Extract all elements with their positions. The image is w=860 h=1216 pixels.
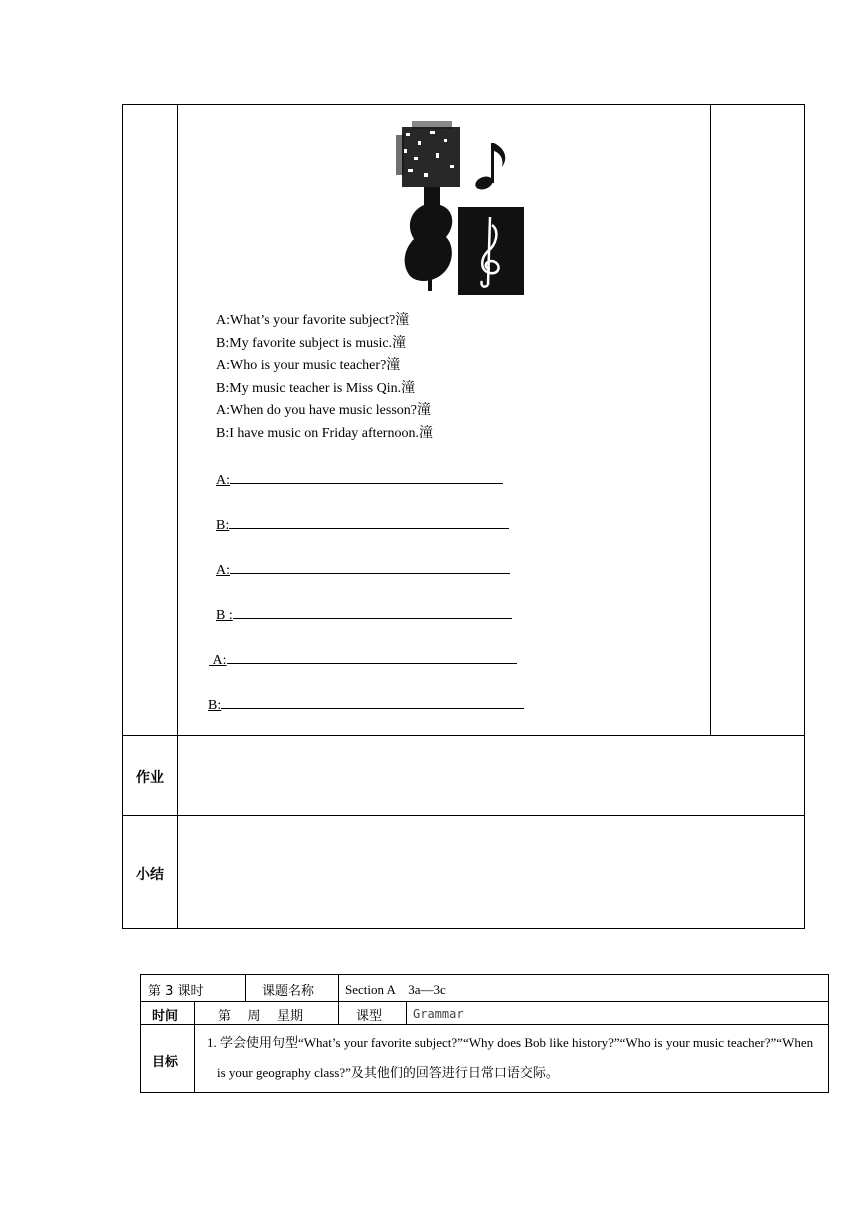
blank-underline[interactable] bbox=[221, 694, 524, 709]
blank-underline[interactable] bbox=[229, 514, 509, 529]
dialogue-line: B:My music teacher is Miss Qin.潼 bbox=[216, 380, 416, 396]
blank-line[interactable] bbox=[208, 694, 524, 714]
info-table-col-divider bbox=[245, 974, 246, 1001]
blank-speaker: B: bbox=[208, 698, 222, 713]
blank-underline[interactable] bbox=[230, 469, 503, 484]
table-border-bottom bbox=[122, 928, 805, 929]
dialogue-line: A:Who is your music teacher?潼 bbox=[216, 358, 401, 374]
topic-value: Section A 3a—3c bbox=[345, 982, 446, 997]
music-instruments-image bbox=[384, 113, 534, 297]
topic-label: 课题名称 bbox=[262, 984, 315, 999]
goal-text: 1. 学会使用句型“What’s your favorite subject?”“Why does Bob like history?”“Who is your music teacher?”“When is your geography class?”及其他们的回答进行日常口语交际。 bbox=[207, 1035, 814, 1080]
blank-line[interactable] bbox=[216, 469, 503, 489]
dialogue-line: B:I have music on Friday afternoon.潼 bbox=[216, 425, 433, 441]
table-border-left bbox=[122, 104, 123, 929]
info-table-col-divider bbox=[338, 974, 339, 1025]
table-border-right bbox=[804, 104, 805, 929]
type-label: 课型 bbox=[356, 1009, 383, 1024]
blank-line[interactable] bbox=[216, 604, 512, 624]
dialogue-line: A:What’s your favorite subject?潼 bbox=[216, 313, 410, 328]
week-day-field: 第 周 星期 bbox=[218, 1009, 304, 1024]
info-table-row-divider bbox=[140, 1024, 829, 1025]
info-table-col-divider bbox=[194, 1001, 195, 1093]
homework-label: 作业 bbox=[136, 770, 164, 786]
type-value: Grammar bbox=[413, 1007, 464, 1021]
summary-label: 小结 bbox=[136, 867, 164, 883]
table-right-col-divider bbox=[710, 104, 711, 736]
blank-speaker: A: bbox=[212, 653, 227, 668]
info-table-border-top bbox=[140, 974, 829, 975]
info-table-col-divider bbox=[406, 1001, 407, 1025]
info-table-border-left bbox=[140, 974, 141, 1093]
info-table-border-right bbox=[828, 974, 829, 1093]
blank-line[interactable] bbox=[209, 649, 517, 669]
blank-line[interactable] bbox=[216, 514, 509, 534]
goal-label: 目标 bbox=[152, 1055, 179, 1070]
blank-line[interactable] bbox=[216, 559, 510, 579]
blank-speaker: A: bbox=[216, 563, 230, 578]
dialogue-line: B:My favorite subject is music.潼 bbox=[216, 335, 407, 351]
blank-underline[interactable] bbox=[233, 604, 512, 619]
blank-underline[interactable] bbox=[227, 649, 517, 664]
info-table-row-divider bbox=[140, 1001, 829, 1002]
blank-underline[interactable] bbox=[230, 559, 510, 574]
blank-speaker: B: bbox=[216, 518, 230, 533]
homework-content-cell[interactable] bbox=[178, 736, 804, 815]
time-label: 时间 bbox=[152, 1009, 179, 1024]
summary-content-cell[interactable] bbox=[178, 816, 804, 928]
table-border-top bbox=[122, 104, 805, 105]
lesson-number: 第 3 课时 bbox=[148, 984, 204, 999]
sample-dialogue bbox=[216, 310, 433, 446]
blank-speaker: B : bbox=[216, 608, 233, 623]
info-table-border-bottom bbox=[140, 1092, 829, 1093]
blank-speaker: A: bbox=[216, 473, 230, 488]
dialogue-line: A:When do you have music lesson?潼 bbox=[216, 403, 432, 419]
